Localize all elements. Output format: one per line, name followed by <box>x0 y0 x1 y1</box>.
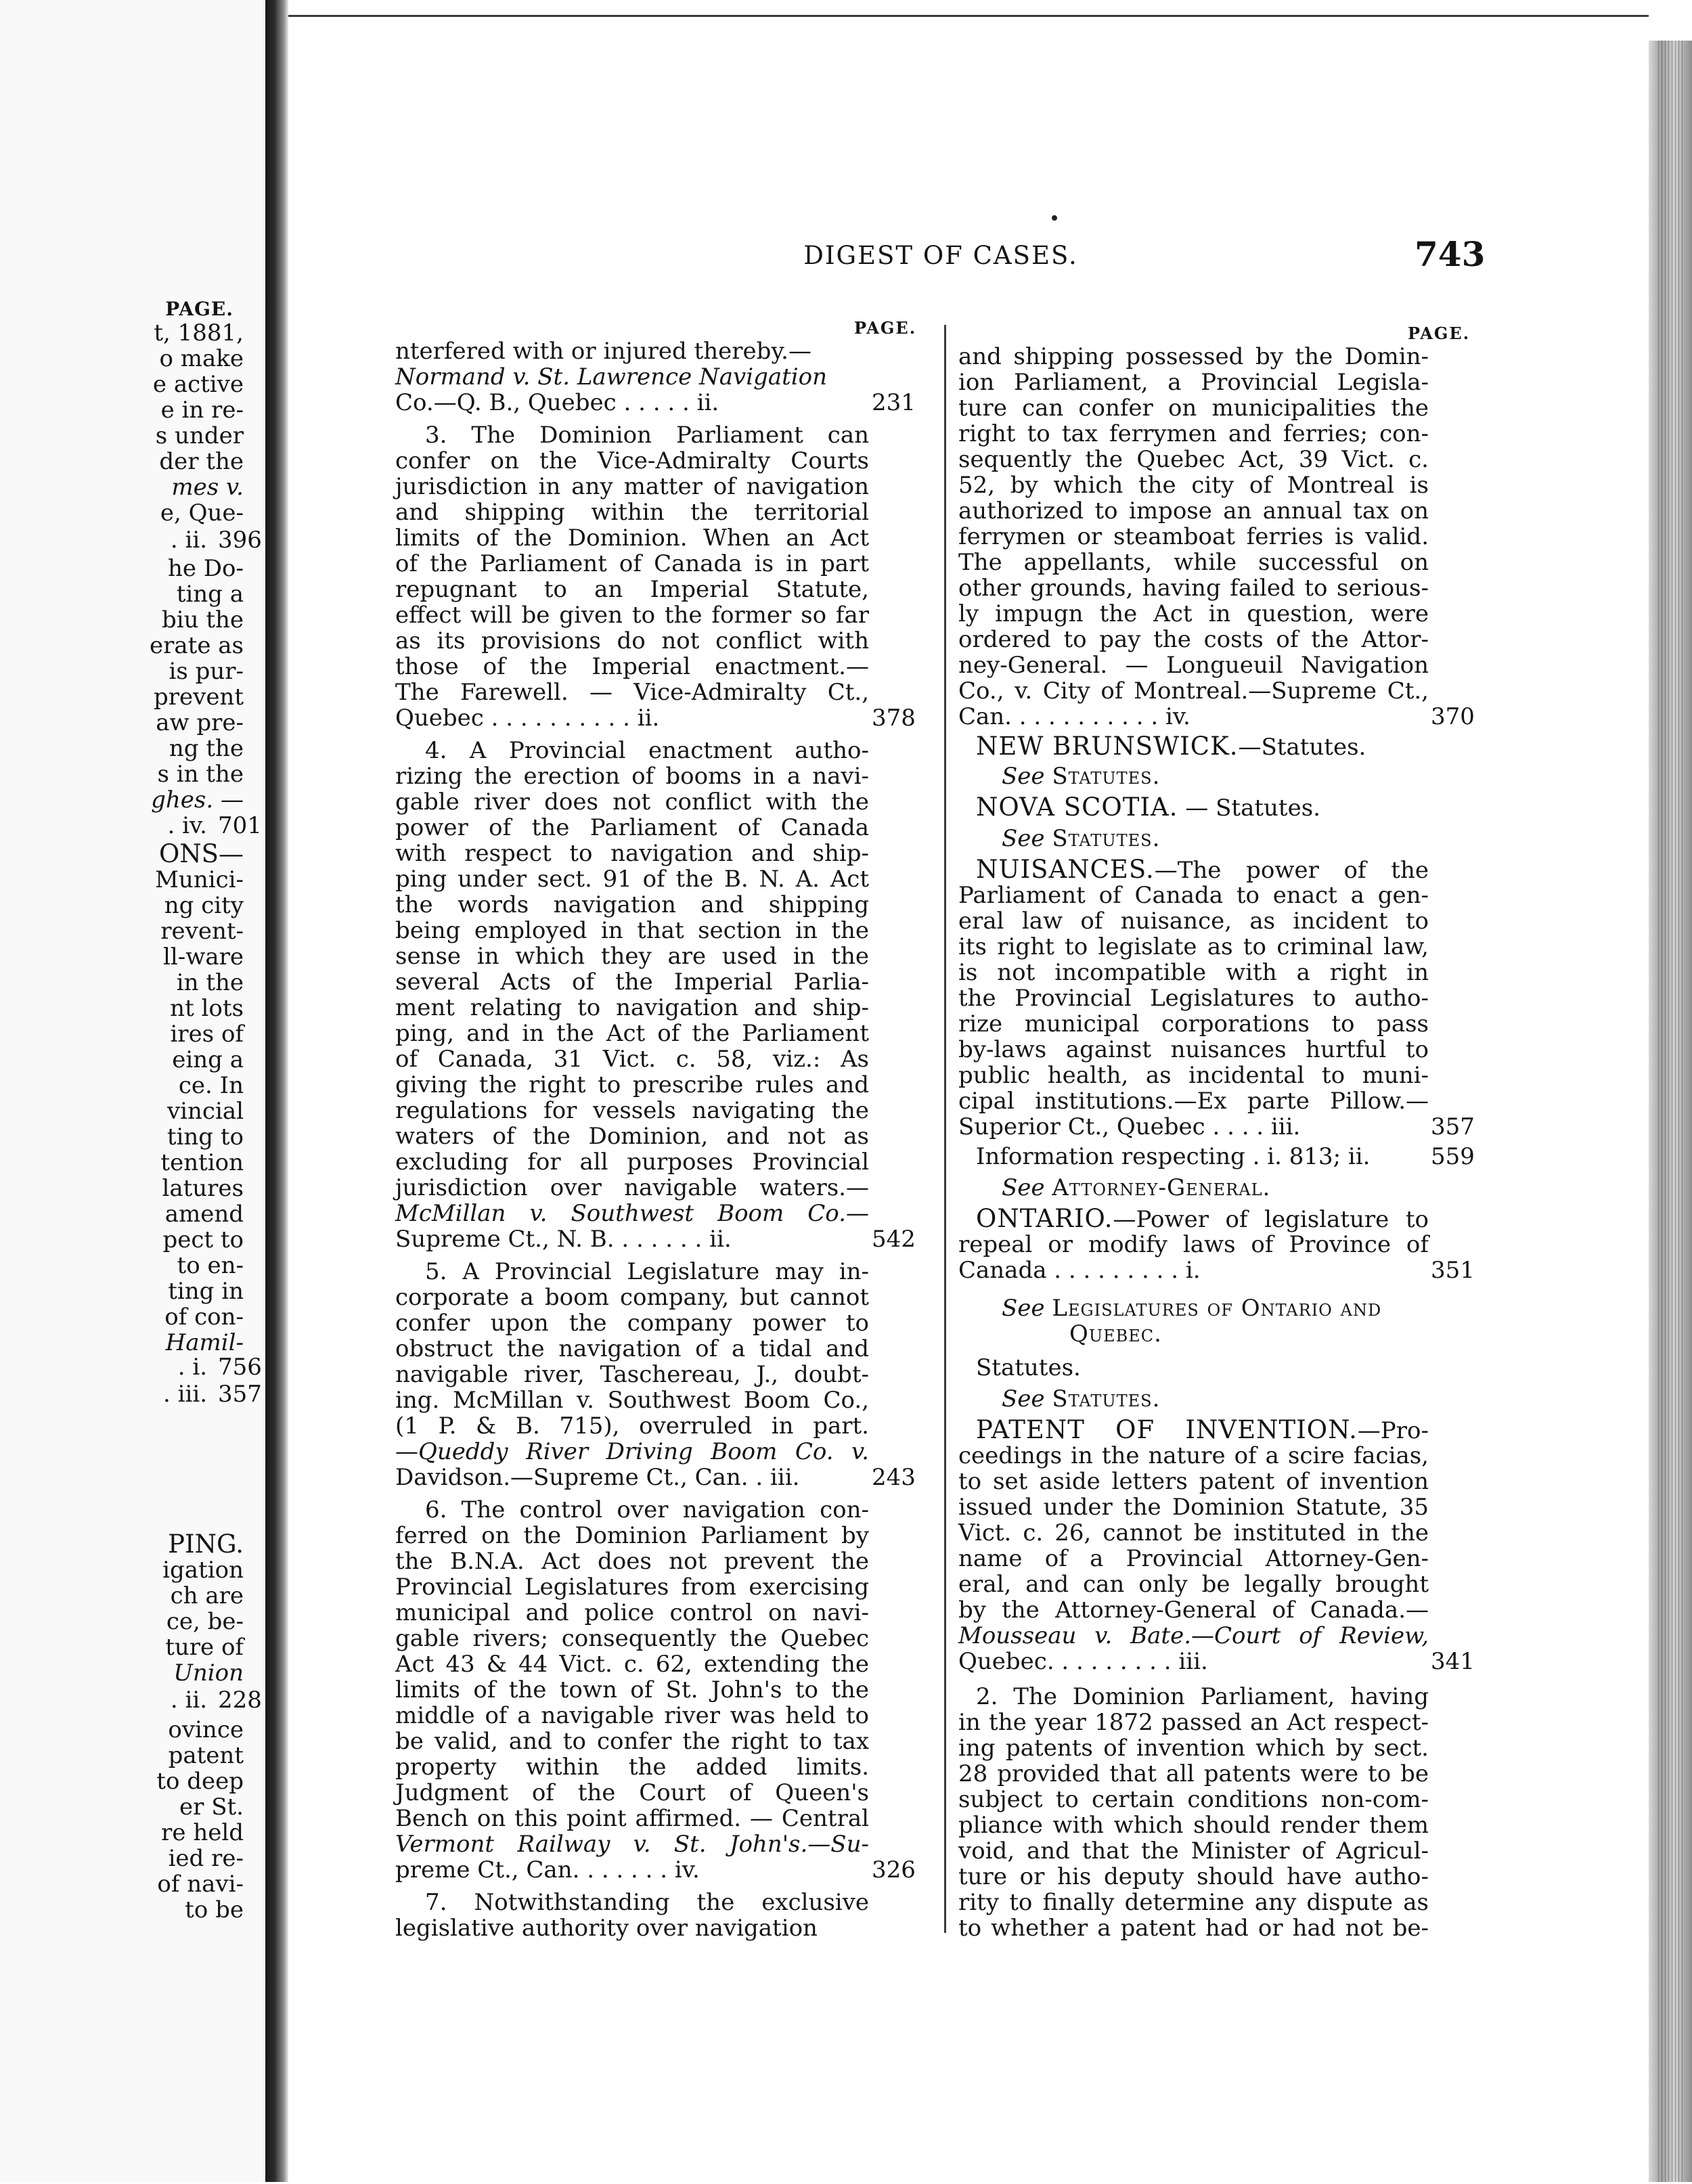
text-line: municipal and police control on navi- <box>395 1599 869 1626</box>
running-head: DIGEST OF CASES. <box>803 241 1078 270</box>
text-line: Davidson.—Supreme Ct., Can. . iii. <box>395 1464 800 1491</box>
text-line: ping under sect. 91 of the B. N. A. Act <box>395 866 869 893</box>
text-line: Provincial Legislatures from exercising <box>395 1574 869 1601</box>
text-line: issued under the Dominion Statute, 35 <box>958 1494 1429 1521</box>
text-line: sense in which they are used in the <box>395 943 869 970</box>
left-page-line: e active <box>152 371 244 398</box>
text-line: Vermont Railway v. St. John's.—Su- <box>395 1831 869 1858</box>
left-page-line: ce, be- <box>166 1608 244 1635</box>
entry-heading <box>976 857 1429 883</box>
text-line: 28 provided that all patents were to be <box>958 1760 1429 1787</box>
text-line: repeal or modify laws of Province of <box>958 1231 1429 1258</box>
entry-heading <box>976 795 1409 820</box>
text-line: confer upon the company power to <box>395 1310 869 1337</box>
text-line: ly impugn the Act in question, were <box>958 600 1429 627</box>
text-line: effect will be given to the former so far <box>395 602 869 629</box>
left-page-line: ONS— <box>158 839 244 868</box>
left-page-line: ture of <box>165 1634 244 1661</box>
heading-text: —Power of legislature to <box>1113 1206 1429 1233</box>
left-page-page-number: 396 <box>218 527 262 554</box>
text-line: ordered to pay the costs of the Attor- <box>958 626 1429 653</box>
heading-text: —Pro- <box>1357 1417 1429 1444</box>
left-page-line: to en- <box>177 1252 244 1279</box>
left-page-line: erate as <box>150 632 244 659</box>
left-page-line: igation <box>162 1557 244 1584</box>
left-page-volume: . iv. <box>167 812 207 839</box>
text-line: Normand v. St. Lawrence Navigation <box>395 363 828 391</box>
see-target: Attorney-General. <box>1052 1174 1271 1201</box>
left-page-line: patent <box>168 1742 244 1769</box>
left-page-line: ch are <box>170 1582 244 1609</box>
left-page-line: PING. <box>168 1530 244 1559</box>
text-line: regulations for vessels navigating the <box>395 1097 869 1124</box>
page-reference: 243 <box>872 1464 916 1491</box>
entry-heading <box>976 1417 1429 1443</box>
page-reference: 370 <box>1431 703 1475 730</box>
left-page-column-label: PAGE. <box>165 298 233 320</box>
left-page-line: aw pre- <box>156 709 244 736</box>
left-page-fragment <box>0 0 267 2182</box>
left-page-page-number: 701 <box>218 812 262 839</box>
entry-heading <box>976 734 1409 759</box>
left-page-line: ting to <box>166 1123 244 1151</box>
column-label-right: PAGE. <box>1408 324 1471 343</box>
left-page-line: ce. In <box>178 1072 244 1099</box>
left-page-reference <box>9 812 267 839</box>
text-line: is not incompatible with a right in <box>958 959 1429 986</box>
left-page-line: to be <box>185 1896 244 1923</box>
left-page-reference <box>9 1381 267 1408</box>
heading-ontario: ONTARIO. <box>976 1204 1113 1233</box>
left-page-line: eing a <box>172 1046 244 1073</box>
page-reference: 326 <box>872 1856 916 1884</box>
page-reference: 542 <box>872 1226 916 1253</box>
text-line: Act 43 & 44 Vict. c. 62, extending the <box>395 1651 869 1678</box>
left-page-line: ied re- <box>168 1845 244 1872</box>
text-line: rize municipal corporations to pass <box>958 1010 1429 1038</box>
text-line: Statutes. <box>976 1354 1081 1381</box>
text-line: Bench on this point affirmed. — Central <box>395 1805 869 1832</box>
text-line: ing. McMillan v. Southwest Boom Co., <box>395 1387 869 1414</box>
left-page-line: Munici- <box>155 866 244 893</box>
page-reference: 357 <box>1431 1113 1475 1140</box>
text-line: preme Ct., Can. . . . . . . iv. <box>395 1856 700 1884</box>
text-line: to whether a patent had or had not be- <box>958 1915 1429 1942</box>
text-line: ceedings in the nature of a scire facias, <box>958 1442 1429 1469</box>
left-page-reference <box>9 1687 267 1714</box>
left-page-reference <box>9 527 267 554</box>
text-line: 5. A Provincial Legislature may in- <box>425 1258 869 1285</box>
text-line: 2. The Dominion Parliament, having <box>976 1683 1429 1710</box>
left-page-line: ng city <box>164 892 244 919</box>
text-line: 3. The Dominion Parliament can <box>425 422 869 449</box>
text-line: ture or his deputy should have autho- <box>958 1863 1429 1890</box>
text-line: to set aside letters patent of invention <box>958 1468 1429 1495</box>
see-reference <box>1002 763 1408 789</box>
see-reference <box>1002 1386 1408 1412</box>
heading-cross-ref: — Statutes. <box>1178 795 1320 822</box>
left-page-line: nt lots <box>170 995 244 1022</box>
text-line: rity to finally determine any dispute as <box>958 1889 1429 1916</box>
text-line: name of a Provincial Attorney-Gen- <box>958 1545 1429 1572</box>
see-label: See <box>1002 1295 1045 1322</box>
left-page-line: der the <box>159 448 244 475</box>
see-label: See <box>1002 763 1045 790</box>
text-line: the words navigation and shipping <box>395 891 869 918</box>
text-line: power of the Parliament of Canada <box>395 814 869 841</box>
see-target: Quebec. <box>1069 1320 1162 1347</box>
see-label: See <box>1002 1385 1045 1412</box>
text-line: navigable river, Taschereau, J., doubt- <box>395 1361 869 1388</box>
left-page-line: er St. <box>179 1793 244 1821</box>
entry-heading <box>976 1206 1429 1232</box>
left-page-line: mes v. <box>171 474 244 501</box>
see-label: See <box>1002 1174 1045 1201</box>
text-line: eral, and can only be legally brought <box>958 1571 1429 1598</box>
left-page-line: Hamil- <box>165 1329 244 1356</box>
text-line: Quebec . . . . . . . . . . ii. <box>395 705 660 732</box>
text-line: subject to certain conditions non-com- <box>958 1786 1429 1813</box>
text-line: pliance with which should render them <box>958 1812 1429 1839</box>
left-page-line: tention <box>160 1149 244 1176</box>
text-line: the B.N.A. Act does not prevent the <box>395 1548 869 1575</box>
text-line: ion Parliament, a Provincial Legisla- <box>958 369 1429 396</box>
left-page-line: e, Que- <box>160 499 244 527</box>
left-page-line: vincial <box>166 1098 244 1125</box>
text-line: Judgment of the Court of Queen's <box>395 1779 869 1806</box>
page-reference: 378 <box>872 705 916 732</box>
text-line: Vict. c. 26, cannot be instituted in the <box>958 1519 1429 1546</box>
text-line: and shipping possessed by the Domin- <box>958 343 1429 370</box>
left-page-line: ires of <box>170 1021 244 1048</box>
print-speck <box>1052 215 1057 221</box>
text-line: repugnant to an Imperial Statute, <box>395 576 869 603</box>
text-line: Can. . . . . . . . . . . iv. <box>958 703 1190 730</box>
page-number: 743 <box>1415 234 1486 274</box>
see-reference <box>1002 1295 1408 1321</box>
text-line: Quebec. . . . . . . . . iii. <box>958 1648 1208 1675</box>
left-page-line: ghes. — <box>151 786 244 814</box>
text-line: of the Parliament of Canada is in part <box>395 550 869 577</box>
left-page-line: o make <box>159 345 244 372</box>
left-page-volume: . ii. <box>170 1687 207 1714</box>
text-line: ferrymen or steamboat ferries is valid. <box>958 523 1429 550</box>
left-page-line: ll-ware <box>163 943 244 971</box>
text-line: ture can confer on municipalities the <box>958 395 1429 422</box>
text-line: Mousseau v. Bate.—Court of Review, <box>958 1622 1429 1649</box>
text-line: corporate a boom company, but cannot <box>395 1284 869 1311</box>
see-target-continued <box>1069 1321 1408 1347</box>
text-line: ing patents of invention which by sect. <box>958 1735 1429 1762</box>
text-line: excluding for all purposes Provincial <box>395 1149 869 1176</box>
page-reference: 231 <box>872 389 916 416</box>
text-line: ferred on the Dominion Parliament by <box>395 1522 869 1549</box>
text-line: 6. The control over navigation con- <box>425 1496 869 1523</box>
text-line: Information respecting . i. 813; ii. <box>976 1143 1371 1170</box>
text-line: ney-General. — Longueuil Navigation <box>958 652 1429 679</box>
text-line: Co., v. City of Montreal.—Supreme Ct., <box>958 677 1429 705</box>
left-page-line: re held <box>161 1819 244 1846</box>
heading-nuisances: NUISANCES. <box>976 855 1155 884</box>
text-line: its right to legislate as to criminal law, <box>958 933 1429 960</box>
see-reference <box>1002 1175 1408 1201</box>
text-line: public health, as incidental to muni- <box>958 1062 1429 1089</box>
page-reference: 351 <box>1431 1257 1475 1284</box>
left-page-line: prevent <box>153 684 244 711</box>
text-line: and shipping within the territorial <box>395 499 869 526</box>
left-page-line: s in the <box>157 761 244 788</box>
text-line: Supreme Ct., N. B. . . . . . . ii. <box>395 1226 732 1253</box>
left-page-line: to deep <box>156 1768 244 1795</box>
text-line: eral law of nuisance, as incident to <box>958 908 1429 935</box>
text-line: gable rivers; consequently the Quebec <box>395 1625 869 1652</box>
heading-new-brunswick: NEW BRUNSWICK. <box>976 732 1239 761</box>
heading-text: —The power of the <box>1154 857 1429 884</box>
text-line: by the Attorney-General of Canada.— <box>958 1597 1429 1624</box>
text-line: (1 P. & B. 715), overruled in part. <box>395 1412 869 1440</box>
text-line: Co.—Q. B., Quebec . . . . . ii. <box>395 389 719 416</box>
text-line: the Provincial Legislatures to autho- <box>958 985 1429 1012</box>
text-line: with respect to navigation and ship- <box>395 840 869 867</box>
left-page-line: ovince <box>168 1716 244 1743</box>
text-line: jurisdiction in any matter of navigation <box>395 473 869 500</box>
text-line: obstruct the navigation of a tidal and <box>395 1335 869 1362</box>
left-page-volume: . i. <box>177 1354 207 1381</box>
text-line: as its provisions do not conflict with <box>395 627 869 654</box>
text-line: —Queddy River Driving Boom Co. v. <box>395 1438 869 1465</box>
left-page-line: pect to <box>162 1226 244 1253</box>
text-line: ping, and in the Act of the Parliament <box>395 1020 869 1047</box>
text-line: being employed in that section in the <box>395 917 869 944</box>
left-page-line: ting in <box>168 1278 244 1305</box>
text-line: in the year 1872 passed an Act respect- <box>958 1709 1429 1736</box>
left-page-line: ting a <box>176 581 244 608</box>
text-line: 7. Notwithstanding the exclusive <box>425 1889 869 1916</box>
page-reference: 559 <box>1431 1143 1475 1170</box>
text-line: waters of the Dominion, and not as <box>395 1123 869 1150</box>
left-page-line: latures <box>162 1175 244 1202</box>
left-page-line: is pur- <box>169 658 244 685</box>
column-divider <box>944 325 946 1933</box>
column-label-left: PAGE. <box>854 318 917 338</box>
left-page-page-number: 756 <box>218 1354 262 1381</box>
left-page-page-number: 357 <box>218 1381 262 1408</box>
text-line: limits of the town of St. John's to the <box>395 1676 869 1703</box>
text-line: other grounds, having failed to serious- <box>958 575 1429 602</box>
text-line: 4. A Provincial enactment autho- <box>425 737 869 764</box>
left-page-line: biu the <box>161 606 244 633</box>
text-line: The appellants, while successful on <box>958 549 1429 576</box>
text-line: limits of the Dominion. When an Act <box>395 525 869 552</box>
text-line: right to tax ferrymen and ferries; con- <box>958 420 1429 447</box>
text-line: of Canada, 31 Vict. c. 58, viz.: As <box>395 1046 869 1073</box>
heading-cross-ref: —Statutes. <box>1238 734 1366 761</box>
text-line: The Farewell. — Vice-Admiralty Ct., <box>395 679 869 706</box>
left-page-line: of navi- <box>157 1871 244 1898</box>
left-page-page-number: 228 <box>218 1687 262 1714</box>
heading-nova-scotia: NOVA SCOTIA. <box>976 793 1178 822</box>
text-line: by-laws against nuisances hurtful to <box>958 1036 1429 1063</box>
text-line: 52, by which the city of Montreal is <box>958 472 1429 499</box>
text-line: several Acts of the Imperial Parlia- <box>395 968 869 996</box>
left-page-line: he Do- <box>167 555 244 582</box>
text-line: cipal institutions.—Ex parte Pillow.— <box>958 1088 1429 1115</box>
text-line: McMillan v. Southwest Boom Co.— <box>395 1200 869 1227</box>
text-line: authorized to impose an annual tax on <box>958 497 1429 525</box>
left-page-line: Union <box>173 1659 244 1687</box>
text-line: sequently the Quebec Act, 39 Vict. c. <box>958 446 1429 473</box>
text-line: middle of a navigable river was held to <box>395 1702 869 1729</box>
left-page-line: s under <box>155 422 244 449</box>
text-line: legislative authority over navigation <box>395 1915 818 1942</box>
see-label: See <box>1002 825 1045 852</box>
left-page-line: ng the <box>169 735 244 762</box>
left-page-line: amend <box>164 1201 244 1228</box>
left-page-line: revent- <box>160 918 244 945</box>
text-line: ment relating to navigation and ship- <box>395 994 869 1021</box>
text-line: giving the right to prescribe rules and <box>395 1071 869 1098</box>
see-reference <box>1002 826 1408 851</box>
text-line: Superior Ct., Quebec . . . . iii. <box>958 1113 1301 1140</box>
left-page-volume: . iii. <box>162 1381 207 1408</box>
text-line: confer on the Vice-Admiralty Courts <box>395 447 869 474</box>
text-line: Canada . . . . . . . . . i. <box>958 1257 1201 1284</box>
text-line: Parliament of Canada to enact a gen- <box>958 882 1429 909</box>
see-target: Statutes. <box>1052 1385 1161 1412</box>
text-line: property within the added limits. <box>395 1754 869 1781</box>
page-reference: 341 <box>1431 1648 1475 1675</box>
left-page-line: e in re- <box>160 397 244 424</box>
text-line: those of the Imperial enactment.— <box>395 653 869 680</box>
text-line: jurisdiction over navigable waters.— <box>395 1174 869 1201</box>
book-gutter <box>265 0 288 2182</box>
text-line: be valid, and to confer the right to tax <box>395 1728 869 1755</box>
left-page-line: t, 1881, <box>154 319 244 347</box>
left-page-line: of con- <box>164 1303 244 1331</box>
text-line: gable river does not conflict with the <box>395 788 869 816</box>
text-line: rizing the erection of booms in a navi- <box>395 763 869 790</box>
text-line: nterfered with or injured thereby.— <box>395 338 811 365</box>
see-target: Statutes. <box>1052 825 1161 852</box>
left-page-line: in the <box>176 969 244 996</box>
see-target: Legislatures of Ontario and <box>1052 1295 1382 1322</box>
see-target: Statutes. <box>1052 763 1161 790</box>
heading-patent-of-invention: PATENT OF INVENTION. <box>976 1415 1358 1444</box>
left-page-reference <box>9 1354 267 1381</box>
left-page-volume: . ii. <box>170 527 207 554</box>
page-stack-lines <box>1655 41 1683 2182</box>
text-line: void, and that the Minister of Agricul- <box>958 1837 1429 1865</box>
